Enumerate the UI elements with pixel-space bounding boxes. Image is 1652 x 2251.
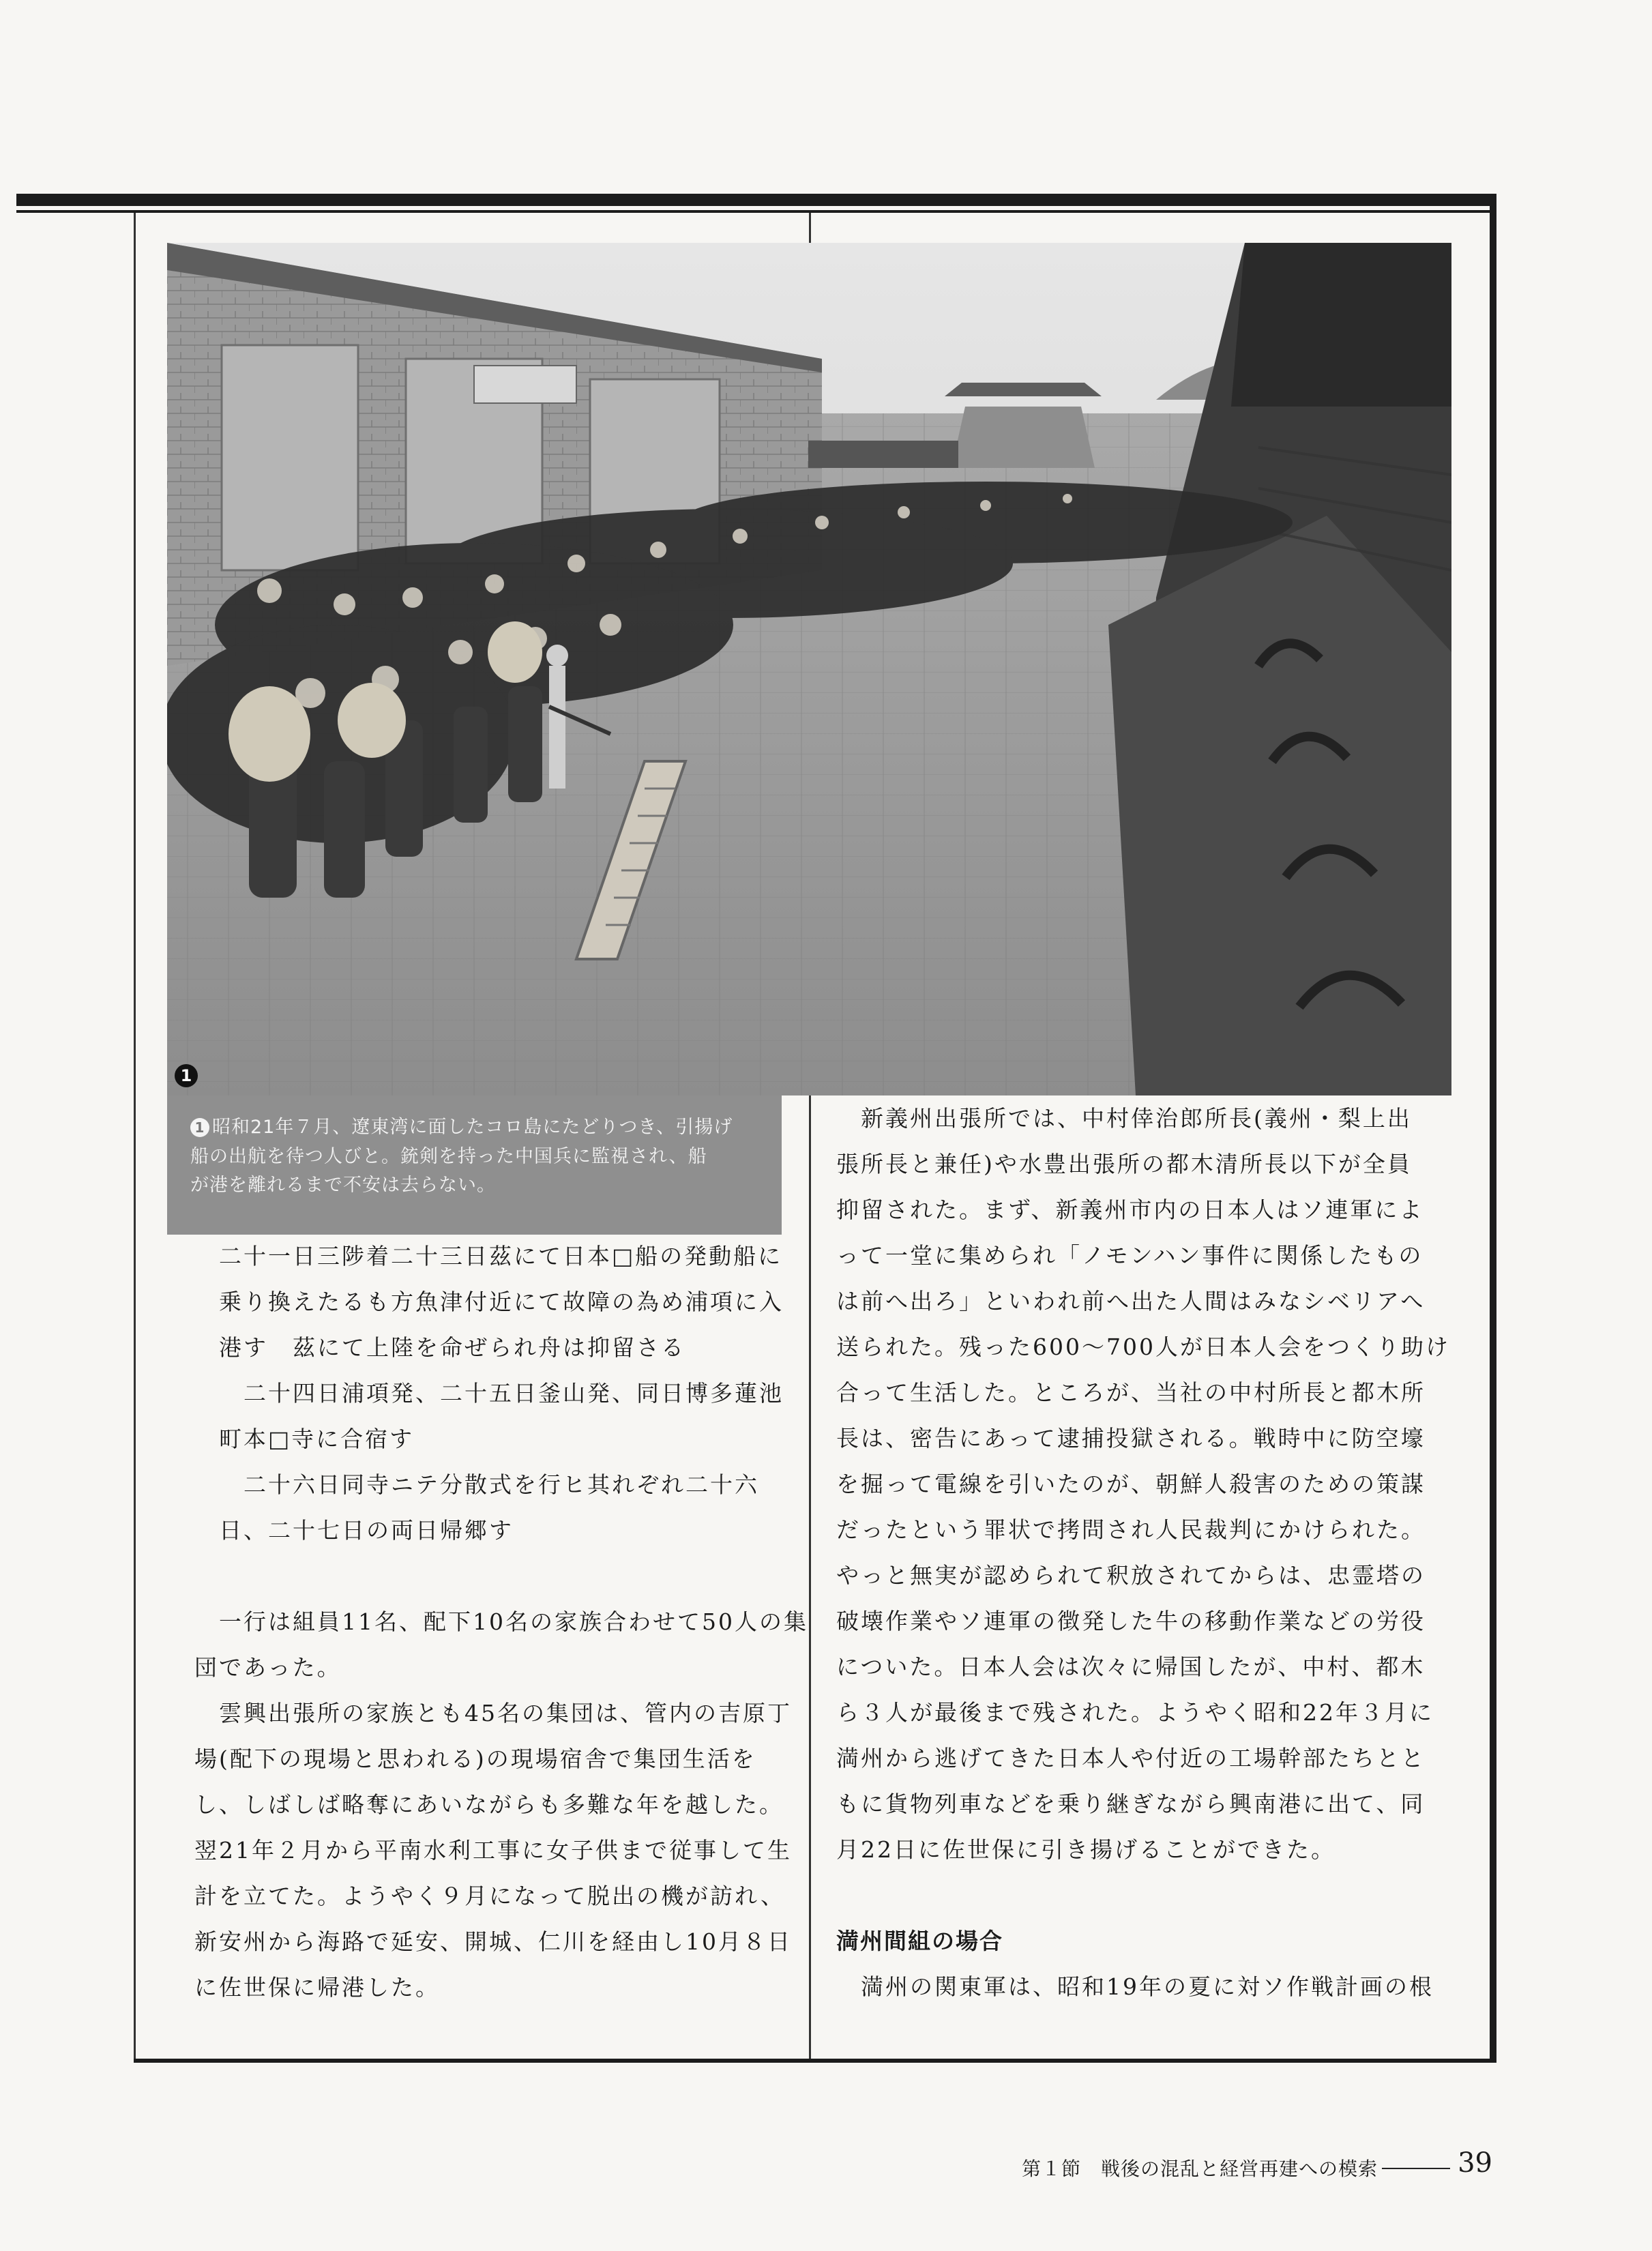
body-line: やっと無実が認められて釈放されてからは、忠霊塔の (836, 1562, 1426, 1589)
body-line: を掘って電線を引いたのが、朝鮮人殺害のための策謀 (836, 1471, 1426, 1497)
footer-section-title: 第１節 戦後の混乱と経営再建への模索 (1021, 2158, 1378, 2180)
frame-right-bar (1490, 194, 1496, 2063)
body-line: って一堂に集められ「ノモンハン事件に関係したもの (836, 1242, 1424, 1269)
body-line: 張所長と兼任)や水豊出張所の都木清所長以下が全員 (836, 1151, 1412, 1177)
body-line: 月22日に佐世保に引き揚げることができた。 (836, 1836, 1336, 1863)
body-line: に佐世保に帰港した。 (194, 1974, 440, 2001)
diary-line: 二十六日同寺ニテ分散式を行ヒ其れぞれ二十六 (244, 1471, 759, 1498)
photo-marker: 1 (175, 1064, 198, 1087)
body-line: 翌21年２月から平南水利工事に女子供まで従事して生 (194, 1837, 792, 1864)
body-line: 新安州から海路で延安、開城、仁川を経由し10月８日 (194, 1928, 792, 1955)
caption-line: が港を離れるまで不安は去らない。 (190, 1175, 496, 1196)
photo-of-repatriates-at-harbor-icon (167, 243, 1451, 1095)
footer-rule (1382, 2168, 1450, 2169)
body-line: 破壊作業やソ連軍の徴発した牛の移動作業などの労役 (836, 1608, 1426, 1634)
page-footer (982, 2149, 1501, 2183)
harbor-photo (167, 243, 1451, 1095)
frame-top-bar (16, 194, 1496, 206)
frame-top-rule (16, 210, 1496, 213)
diary-line: 乗り換えたるも方魚津付近にて故障の為め浦項に入 (219, 1289, 784, 1315)
diary-line: 町本□寺に合宿す (219, 1426, 415, 1452)
body-line: は前へ出ろ」といわれ前へ出た人間はみなシベリアへ (836, 1288, 1426, 1314)
caption-line: 1 昭和21年７月、遼東湾に面したコロ島にたどりつき、引揚げ (190, 1113, 761, 1143)
body-line: もに貨物列車などを乗り継ぎながら興南港に出て、同 (836, 1791, 1426, 1817)
body-line: 新義州出張所では、中村倖治郎所長(義州・梨上出 (861, 1105, 1412, 1132)
body-line: 計を立てた。ようやく９月になって脱出の機が訪れ、 (194, 1883, 785, 1909)
body-line: し、しばしば略奪にあいながらも多難な年を越した。 (194, 1791, 784, 1818)
body-line: 一行は組員11名、配下10名の家族合わせて50人の集 (219, 1608, 808, 1635)
body-line: 送られた。残った600〜700人が日本人会をつくり助け (836, 1334, 1450, 1360)
right-column (836, 1095, 1450, 2010)
diary-line: 日、二十七日の両日帰郷す (219, 1517, 514, 1544)
frame-left-rule (134, 213, 136, 2061)
page-number: 39 (1458, 2147, 1492, 2179)
frame-bottom-rule (134, 2059, 1496, 2063)
photo-caption (167, 1095, 782, 1235)
body-line: 長は、密告にあって逮捕投獄される。戦時中に防空壕 (836, 1425, 1426, 1452)
body-line: 団であった。 (194, 1654, 342, 1681)
body-line: 雲興出張所の家族とも45名の集団は、管内の吉原丁 (219, 1700, 792, 1726)
body-line: だったという罪状で拷問され人民裁判にかけられた。 (836, 1516, 1426, 1543)
caption-line: 船の出航を待つ人びと。銃剣を持った中国兵に監視され、船 (190, 1145, 707, 1167)
diary-line: 港す 茲にて上陸を命ぜられ舟は抑留さる (219, 1334, 685, 1361)
body-line: についた。日本人会は次々に帰国したが、中村、都木 (836, 1653, 1426, 1680)
body-line: 満州の関東軍は、昭和19年の夏に対ソ作戦計画の根 (861, 1973, 1434, 2000)
body-line: ら３人が最後まで残された。ようやく昭和22年３月に (836, 1699, 1434, 1726)
section-heading: 満州間組の場合 (836, 1928, 1003, 1954)
body-line: 合って生活した。ところが、当社の中村所長と都木所 (836, 1379, 1426, 1406)
left-column (194, 1233, 808, 2010)
body-line: 満州から逃げてきた日本人や付近の工場幹部たちとと (836, 1745, 1426, 1771)
body-line: 抑留された。まず、新義州市内の日本人はソ連軍によ (836, 1196, 1424, 1223)
diary-line: 二十一日三陟着二十三日茲にて日本□船の発動船に (219, 1243, 783, 1269)
caption-marker: 1 (190, 1118, 209, 1137)
diary-line: 二十四日浦項発、二十五日釜山発、同日博多蓮池 (244, 1380, 784, 1407)
body-line: 場(配下の現場と思われる)の現場宿舎で集団生活を (194, 1746, 756, 1772)
